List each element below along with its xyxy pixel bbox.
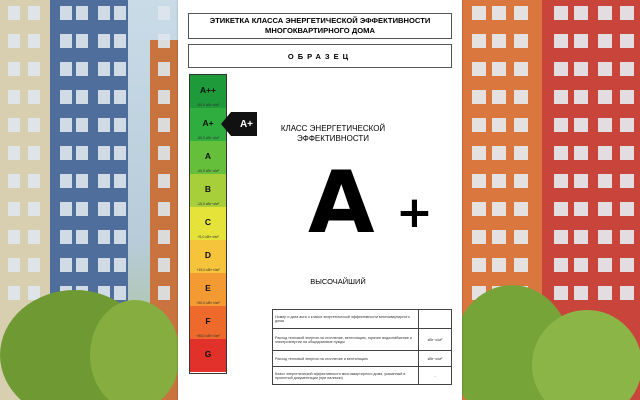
scale-band [190,339,226,372]
scale-band [190,273,226,306]
class-marker-arrow: A+ [231,112,257,136]
tree-left-2 [90,300,178,400]
scale-band-letter: F [205,316,211,326]
info-row-heating-value: кВт·ч/м² [419,351,452,367]
scale-band-threshold: +15,0 кВт·ч/м² [196,268,220,272]
info-row-act-value [419,310,452,329]
scale-band-letter: C [204,217,212,227]
scale-band [190,207,226,240]
scale-band-letter: D [204,250,212,260]
class-heading-line2: ЭФФЕКТИВНОСТИ [296,134,370,143]
scale-band-letter: A+ [202,118,214,128]
scale-band-letter: G [204,349,212,359]
sample-caption: ОБРАЗЕЦ [188,44,452,68]
assigned-class-plus: + [396,187,433,238]
label-title [188,13,452,39]
info-row-total-energy [273,329,452,351]
scale-band [190,174,226,207]
info-table [272,309,452,385]
scale-band [190,75,226,108]
info-row-design-class [273,367,452,385]
scale-band-letter: A++ [199,85,217,95]
scale-band [190,306,226,339]
grade-word: ВЫСОЧАЙШИЙ [310,277,366,286]
scale-band-letter: E [205,283,211,293]
info-row-act-label: Номер и дата акта о классе энергетической эффективности многоквартирного дома [273,310,419,329]
info-row-act [273,310,452,329]
scale-band-threshold: -15,0 кВт·ч/м² [196,202,220,206]
label-title-line2: МНОГОКВАРТИРНОГО ДОМА [265,26,375,35]
label-title-line1: ЭТИКЕТКА КЛАССА ЭНЕРГЕТИЧЕСКОЙ ЭФФЕКТИВНОСТИ [209,16,431,25]
info-row-total-energy-label: Расход тепловой энергии на отопление, вентиляцию, горячее водоснабжение и электроэнергии на общедомовые нужды [273,329,419,351]
class-heading [278,124,388,144]
assigned-class-letter: A [308,153,375,253]
scale-band-threshold: +85,0 кВт·ч/м² [196,334,220,338]
scale-band-threshold: -60,0 кВт·ч/м² [196,103,220,107]
info-row-design-class-label: Класс энергетической эффективности многоквартирного дома, указанный в проектной документации (при наличии) [273,367,419,385]
building-photo-left [0,0,178,400]
info-row-heating-label: Расход тепловой энергии на отопление и вентиляцию [273,351,419,367]
scale-band-threshold: +50,0 кВт·ч/м² [196,301,220,305]
scale-band-threshold: -40,0 кВт·ч/м² [196,169,220,173]
info-row-heating [273,351,452,367]
building-photo-right [462,0,640,400]
energy-label-sheet [178,0,462,400]
scale-band-letter: B [204,184,212,194]
scale-band-threshold: -50,0 кВт·ч/м² [196,136,220,140]
scale-band [190,240,226,273]
info-row-design-class-value: - [419,367,452,385]
scale-band [190,141,226,174]
class-heading-line1: КЛАСС ЭНЕРГЕТИЧЕСКОЙ [280,124,386,133]
scale-band-letter: A [204,151,212,161]
scale-band-threshold: +5,0 кВт·ч/м² [197,235,219,239]
info-row-total-energy-value: кВт·ч/м² [419,329,452,351]
